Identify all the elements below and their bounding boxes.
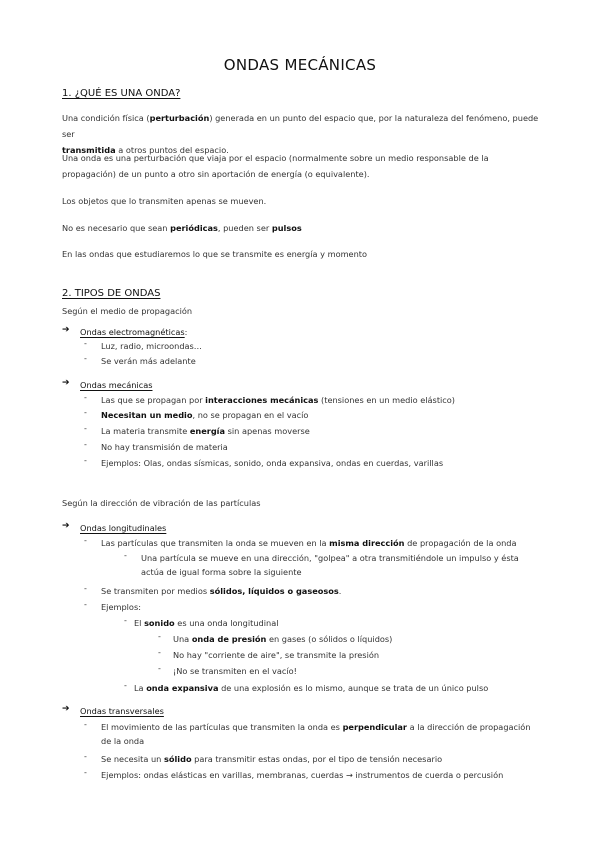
text: es una onda longitudinal [174, 618, 279, 628]
arrow-icon: ➔ [62, 521, 70, 531]
mec-item-5: Ejemplos: Olas, ondas sísmicas, sonido, onda expansiva, ondas en cuerdas, varillas [101, 458, 444, 468]
dash-icon: - [84, 752, 87, 761]
bold-perpendicular: perpendicular [342, 722, 407, 732]
text: , pueden ser [217, 223, 272, 233]
text: : [184, 327, 188, 337]
bold-periodicas: periódicas [170, 223, 218, 233]
bold-solido: sólido [163, 754, 192, 764]
item-longitudinales [80, 521, 166, 535]
text: en gases (o sólidos o líquidos) [266, 634, 393, 644]
lon-item-3: Ejemplos: [101, 602, 141, 612]
dash-icon: - [158, 632, 161, 641]
bold-sonido: sonido [144, 618, 175, 628]
text: Las que se propagan por [101, 395, 206, 405]
lon-item-3-1-1 [173, 632, 392, 646]
bold-solidos: sólidos, líquidos o gaseosos [209, 586, 339, 596]
dash-icon: - [124, 551, 127, 560]
dash-icon: - [84, 408, 87, 417]
item-mecanicas [80, 378, 153, 392]
heading-electromagneticas: Ondas electromagnéticas [80, 327, 185, 337]
text: , no se propagan en el vacío [192, 410, 309, 420]
text: Las partículas que transmiten la onda se mueven en la [101, 538, 330, 548]
dash-icon: - [84, 600, 87, 609]
dash-icon: - [84, 456, 87, 465]
lon-item-3-1-2: No hay "corriente de aire", se transmite la presión [173, 650, 380, 660]
text: Se transmiten por medios [101, 586, 210, 596]
em-item-1: Luz, radio, microondas… [101, 341, 202, 351]
text: ) generada en un punto del espacio que, por la naturaleza del fenómeno, puede ser [62, 113, 539, 139]
arrow-icon: ➔ [62, 325, 70, 335]
paragraph-onda: Una onda es una perturbación que viaja por el espacio (normalmente sobre un medio responsable de la propagación) de un punto a otro sin aportación de energía (o equivalente). [62, 153, 489, 179]
dash-icon: - [84, 354, 87, 363]
text: Una condición física ( [62, 113, 150, 123]
bold-misma-direccion: misma dirección [329, 538, 405, 548]
heading-transversales: Ondas transversales [80, 706, 164, 716]
dash-icon: - [84, 584, 87, 593]
lon-item-2 [101, 584, 341, 598]
text: La [134, 683, 147, 693]
tra-item-2 [101, 752, 442, 766]
document-title: ONDAS MECÁNICAS [223, 56, 377, 74]
text: El [134, 618, 145, 628]
text: de una explosión es lo mismo, aunque se trata de un único pulso [218, 683, 489, 693]
dash-icon: - [84, 339, 87, 348]
dash-icon: - [84, 440, 87, 449]
bold-pulsos: pulsos [271, 223, 302, 233]
bold-energia: energía [189, 426, 226, 436]
dash-icon: - [84, 768, 87, 777]
lon-item-1 [101, 536, 516, 550]
mec-item-4: No hay transmisión de materia [101, 442, 228, 452]
subtitle-direccion: Según la dirección de vibración de las partículas [62, 498, 261, 508]
text: Se necesita un [101, 754, 164, 764]
paragraph-objetos: Los objetos que lo transmiten apenas se mueven. [62, 196, 267, 206]
lon-item-1-sub: Una partícula se mueve en una dirección, "golpea" a otra transmitiéndole un impulso y ésta actúa de igual forma sobre la siguiente [141, 553, 519, 577]
text: sin apenas moverse [225, 426, 310, 436]
bold-perturbacion: perturbación [149, 113, 210, 123]
text: . [338, 586, 342, 596]
bold-medio: Necesitan un medio [101, 410, 193, 420]
mec-item-3 [101, 424, 310, 438]
dash-icon: - [124, 681, 127, 690]
arrow-icon: ➔ [62, 378, 70, 388]
section-2-heading: 2. TIPOS DE ONDAS [62, 288, 161, 299]
lon-item-3-1 [134, 616, 279, 630]
text: a otros puntos del espacio. [115, 145, 229, 155]
text: (tensiones en un medio elástico) [318, 395, 456, 405]
tra-item-3: Ejemplos: ondas elásticas en varillas, membranas, cuerdas → instrumentos de cuerda o percusión [101, 770, 504, 780]
dash-icon: - [84, 720, 87, 729]
dash-icon: - [84, 393, 87, 402]
text: Una [173, 634, 192, 644]
dash-icon: - [84, 536, 87, 545]
tra-item-1 [101, 720, 541, 748]
subtitle-medio: Según el medio de propagación [62, 306, 193, 316]
bold-onda-expansiva: onda expansiva [146, 683, 219, 693]
dash-icon: - [158, 648, 161, 657]
dash-icon: - [124, 616, 127, 625]
section-1-heading: 1. ¿QUÉ ES UNA ONDA? [62, 88, 181, 99]
bold-interacciones: interacciones mecánicas [205, 395, 319, 405]
dash-icon: - [158, 664, 161, 673]
text: El movimiento de las partículas que transmiten la onda es [101, 722, 343, 732]
bold-onda-presion: onda de presión [191, 634, 267, 644]
text: La materia transmite [101, 426, 190, 436]
mec-item-1 [101, 393, 455, 407]
em-item-2: Se verán más adelante [101, 356, 196, 366]
text: para transmitir estas ondas, por el tipo de tensión necesario [191, 754, 443, 764]
item-transversales [80, 704, 164, 718]
mec-item-2 [101, 408, 308, 422]
dash-icon: - [84, 424, 87, 433]
paragraph-energia: En las ondas que estudiaremos lo que se transmite es energía y momento [62, 249, 368, 259]
paragraph-periodicas [62, 220, 540, 236]
text: No es necesario que sean [62, 223, 171, 233]
bold-transmitida: transmitida [62, 145, 116, 155]
arrow-icon: ➔ [62, 704, 70, 714]
lon-item-3-2 [134, 681, 488, 695]
heading-mecanicas: Ondas mecánicas [80, 380, 153, 390]
item-electromagneticas [80, 325, 187, 339]
text: a la dirección de propagación de la onda [101, 722, 531, 746]
text: de propagación de la onda [404, 538, 517, 548]
heading-longitudinales: Ondas longitudinales [80, 523, 167, 533]
lon-item-3-1-3: ¡No se transmiten en el vacío! [173, 666, 297, 676]
